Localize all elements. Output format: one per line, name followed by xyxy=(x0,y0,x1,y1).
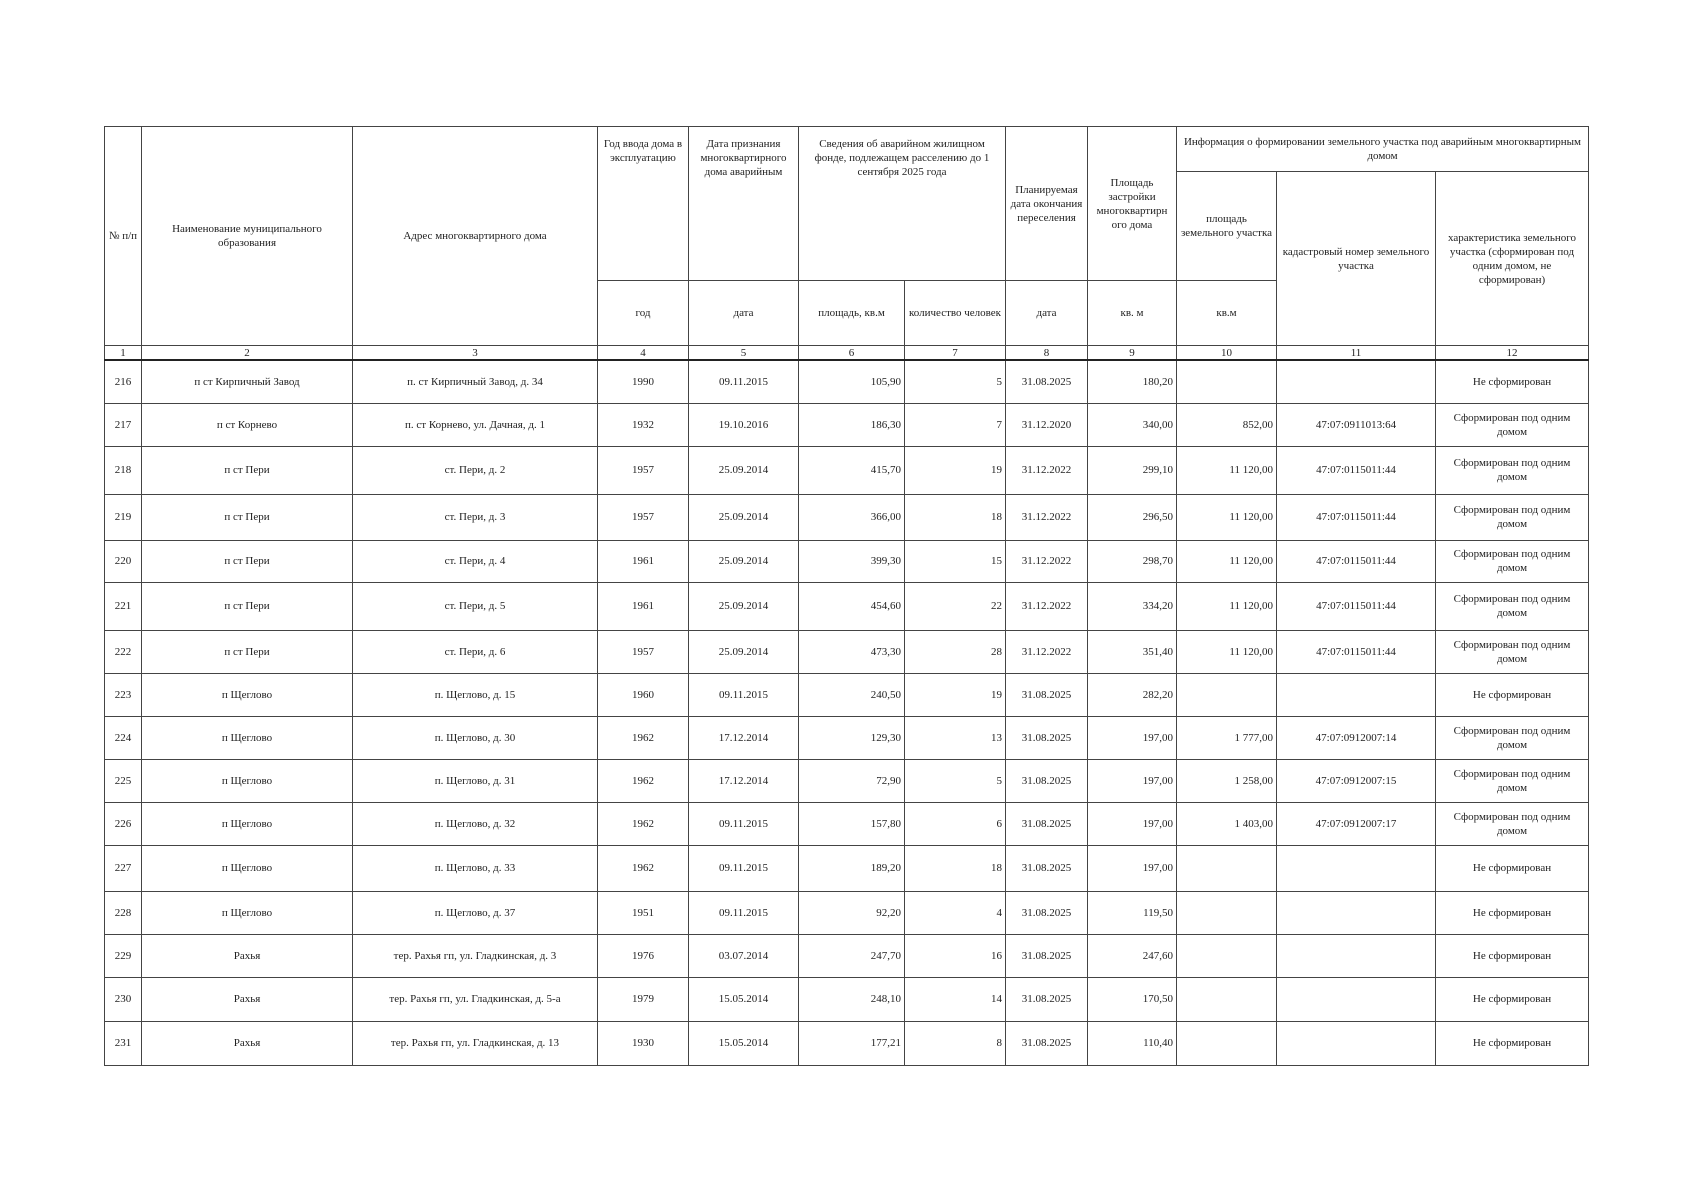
table-row xyxy=(105,582,1589,630)
address-cell: ст. Пери, д. 6 xyxy=(353,630,598,673)
land-status-cell: Сформирован под одним домом xyxy=(1436,446,1589,494)
planned-date-cell: 31.12.2022 xyxy=(1006,582,1088,630)
municipality-cell: Рахья xyxy=(142,934,353,977)
column-number: 4 xyxy=(598,346,689,361)
year-cell: 1990 xyxy=(598,360,689,403)
year-cell: 1960 xyxy=(598,673,689,716)
planned-date-cell: 31.08.2025 xyxy=(1006,360,1088,403)
year-cell: 1930 xyxy=(598,1021,689,1065)
table-row xyxy=(105,673,1589,716)
area-cell: 186,30 xyxy=(799,403,905,446)
municipality-cell: п Щеглово xyxy=(142,716,353,759)
address-cell: п. Щеглово, д. 32 xyxy=(353,802,598,845)
year-cell: 1962 xyxy=(598,845,689,891)
address-cell: ст. Пери, д. 2 xyxy=(353,446,598,494)
land-status-cell: Сформирован под одним домом xyxy=(1436,540,1589,582)
municipality-cell: п ст Кирпичный Завод xyxy=(142,360,353,403)
people-cell: 28 xyxy=(905,630,1006,673)
year-cell: 1961 xyxy=(598,582,689,630)
build-area-cell: 180,20 xyxy=(1088,360,1177,403)
address-cell: тер. Рахья гп, ул. Гладкинская, д. 13 xyxy=(353,1021,598,1065)
cadastral-cell: 47:07:0912007:15 xyxy=(1277,759,1436,802)
year-cell: 1932 xyxy=(598,403,689,446)
row-num: 228 xyxy=(105,891,142,934)
people-cell: 15 xyxy=(905,540,1006,582)
column-number: 7 xyxy=(905,346,1006,361)
land-status-cell: Сформирован под одним домом xyxy=(1436,494,1589,540)
build-area-cell: 110,40 xyxy=(1088,1021,1177,1065)
date-declared-cell: 25.09.2014 xyxy=(689,582,799,630)
land-status-cell: Сформирован под одним домом xyxy=(1436,802,1589,845)
table-row xyxy=(105,759,1589,802)
year-cell: 1979 xyxy=(598,977,689,1021)
emergency-housing-table xyxy=(104,126,1589,1066)
header-unit-year: год xyxy=(598,281,689,346)
year-cell: 1976 xyxy=(598,934,689,977)
cadastral-cell: 47:07:0115011:44 xyxy=(1277,582,1436,630)
area-cell: 72,90 xyxy=(799,759,905,802)
cadastral-cell: 47:07:0911013:64 xyxy=(1277,403,1436,446)
column-numbers-row xyxy=(105,346,1589,361)
build-area-cell: 298,70 xyxy=(1088,540,1177,582)
table-row xyxy=(105,540,1589,582)
build-area-cell: 197,00 xyxy=(1088,845,1177,891)
land-area-cell: 1 403,00 xyxy=(1177,802,1277,845)
land-status-cell: Сформирован под одним домом xyxy=(1436,403,1589,446)
year-cell: 1951 xyxy=(598,891,689,934)
planned-date-cell: 31.08.2025 xyxy=(1006,759,1088,802)
municipality-cell: п ст Пери xyxy=(142,540,353,582)
people-cell: 22 xyxy=(905,582,1006,630)
build-area-cell: 334,20 xyxy=(1088,582,1177,630)
cadastral-cell: 47:07:0912007:14 xyxy=(1277,716,1436,759)
row-num: 218 xyxy=(105,446,142,494)
row-num: 231 xyxy=(105,1021,142,1065)
address-cell: п. Щеглово, д. 31 xyxy=(353,759,598,802)
row-num: 217 xyxy=(105,403,142,446)
table-body xyxy=(105,360,1589,1065)
cadastral-cell xyxy=(1277,891,1436,934)
planned-date-cell: 31.08.2025 xyxy=(1006,1021,1088,1065)
row-num: 221 xyxy=(105,582,142,630)
planned-date-cell: 31.12.2022 xyxy=(1006,540,1088,582)
table-row xyxy=(105,446,1589,494)
cadastral-cell xyxy=(1277,360,1436,403)
table-row xyxy=(105,494,1589,540)
area-cell: 105,90 xyxy=(799,360,905,403)
date-declared-cell: 25.09.2014 xyxy=(689,494,799,540)
people-cell: 5 xyxy=(905,360,1006,403)
address-cell: ст. Пери, д. 4 xyxy=(353,540,598,582)
header-cadastral: кадастровый номер земельного участка xyxy=(1277,172,1436,346)
date-declared-cell: 09.11.2015 xyxy=(689,891,799,934)
municipality-cell: п Щеглово xyxy=(142,759,353,802)
land-area-cell: 11 120,00 xyxy=(1177,540,1277,582)
column-number: 2 xyxy=(142,346,353,361)
people-cell: 7 xyxy=(905,403,1006,446)
land-area-cell xyxy=(1177,934,1277,977)
municipality-cell: п ст Пери xyxy=(142,630,353,673)
header-land-area: площадь земельного участка xyxy=(1177,172,1277,281)
land-area-cell xyxy=(1177,891,1277,934)
land-area-cell: 1 258,00 xyxy=(1177,759,1277,802)
municipality-cell: п ст Пери xyxy=(142,494,353,540)
row-num: 223 xyxy=(105,673,142,716)
planned-date-cell: 31.12.2020 xyxy=(1006,403,1088,446)
planned-date-cell: 31.08.2025 xyxy=(1006,977,1088,1021)
date-declared-cell: 25.09.2014 xyxy=(689,630,799,673)
area-cell: 366,00 xyxy=(799,494,905,540)
table-row xyxy=(105,403,1589,446)
people-cell: 16 xyxy=(905,934,1006,977)
municipality-cell: п ст Пери xyxy=(142,582,353,630)
date-declared-cell: 09.11.2015 xyxy=(689,360,799,403)
land-status-cell: Сформирован под одним домом xyxy=(1436,582,1589,630)
area-cell: 248,10 xyxy=(799,977,905,1021)
people-cell: 5 xyxy=(905,759,1006,802)
build-area-cell: 296,50 xyxy=(1088,494,1177,540)
header-planned-date: Планируемая дата окончания переселения xyxy=(1006,127,1088,281)
year-cell: 1957 xyxy=(598,630,689,673)
cadastral-cell: 47:07:0912007:17 xyxy=(1277,802,1436,845)
land-area-cell xyxy=(1177,845,1277,891)
header-unit-sqm: кв. м xyxy=(1088,281,1177,346)
date-declared-cell: 09.11.2015 xyxy=(689,802,799,845)
planned-date-cell: 31.08.2025 xyxy=(1006,845,1088,891)
row-num: 226 xyxy=(105,802,142,845)
table-row xyxy=(105,977,1589,1021)
address-cell: ст. Пери, д. 3 xyxy=(353,494,598,540)
year-cell: 1961 xyxy=(598,540,689,582)
land-status-cell: Сформирован под одним домом xyxy=(1436,759,1589,802)
municipality-cell: п ст Пери xyxy=(142,446,353,494)
row-num: 227 xyxy=(105,845,142,891)
area-cell: 454,60 xyxy=(799,582,905,630)
header-unit-area: площадь, кв.м xyxy=(799,281,905,346)
header-land-info: Информация о формировании земельного участка под аварийным многоквартирным домом xyxy=(1177,127,1589,172)
area-cell: 157,80 xyxy=(799,802,905,845)
row-num: 230 xyxy=(105,977,142,1021)
header-unit-people: количество человек xyxy=(905,281,1006,346)
people-cell: 4 xyxy=(905,891,1006,934)
land-status-cell: Не сформирован xyxy=(1436,845,1589,891)
municipality-cell: п ст Корнево xyxy=(142,403,353,446)
build-area-cell: 119,50 xyxy=(1088,891,1177,934)
column-number: 5 xyxy=(689,346,799,361)
planned-date-cell: 31.12.2022 xyxy=(1006,446,1088,494)
address-cell: п. Щеглово, д. 15 xyxy=(353,673,598,716)
table-row xyxy=(105,802,1589,845)
planned-date-cell: 31.08.2025 xyxy=(1006,891,1088,934)
row-num: 225 xyxy=(105,759,142,802)
row-num: 222 xyxy=(105,630,142,673)
land-status-cell: Не сформирован xyxy=(1436,1021,1589,1065)
build-area-cell: 340,00 xyxy=(1088,403,1177,446)
cadastral-cell xyxy=(1277,845,1436,891)
column-number: 8 xyxy=(1006,346,1088,361)
address-cell: ст. Пери, д. 5 xyxy=(353,582,598,630)
cadastral-cell: 47:07:0115011:44 xyxy=(1277,494,1436,540)
cadastral-cell xyxy=(1277,673,1436,716)
date-declared-cell: 25.09.2014 xyxy=(689,540,799,582)
date-declared-cell: 25.09.2014 xyxy=(689,446,799,494)
table-row xyxy=(105,934,1589,977)
table-header xyxy=(105,127,1589,361)
header-unit-date2: дата xyxy=(1006,281,1088,346)
date-declared-cell: 15.05.2014 xyxy=(689,977,799,1021)
header-year-built: Год ввода дома в эксплуатацию xyxy=(598,127,689,281)
header-build-area: Площадь застройки многоквартирн ого дома xyxy=(1088,127,1177,281)
year-cell: 1962 xyxy=(598,802,689,845)
address-cell: п. Щеглово, д. 37 xyxy=(353,891,598,934)
area-cell: 473,30 xyxy=(799,630,905,673)
build-area-cell: 299,10 xyxy=(1088,446,1177,494)
people-cell: 18 xyxy=(905,494,1006,540)
column-number: 9 xyxy=(1088,346,1177,361)
address-cell: п. Щеглово, д. 33 xyxy=(353,845,598,891)
address-cell: п. ст Корнево, ул. Дачная, д. 1 xyxy=(353,403,598,446)
address-cell: тер. Рахья гп, ул. Гладкинская, д. 3 xyxy=(353,934,598,977)
table-row xyxy=(105,360,1589,403)
build-area-cell: 282,20 xyxy=(1088,673,1177,716)
land-status-cell: Сформирован под одним домом xyxy=(1436,630,1589,673)
build-area-cell: 197,00 xyxy=(1088,802,1177,845)
address-cell: п. ст Кирпичный Завод, д. 34 xyxy=(353,360,598,403)
area-cell: 129,30 xyxy=(799,716,905,759)
year-cell: 1957 xyxy=(598,446,689,494)
municipality-cell: п Щеглово xyxy=(142,673,353,716)
land-area-cell: 1 777,00 xyxy=(1177,716,1277,759)
planned-date-cell: 31.08.2025 xyxy=(1006,673,1088,716)
planned-date-cell: 31.12.2022 xyxy=(1006,630,1088,673)
table-row xyxy=(105,1021,1589,1065)
people-cell: 14 xyxy=(905,977,1006,1021)
table-row xyxy=(105,891,1589,934)
land-area-cell xyxy=(1177,673,1277,716)
year-cell: 1962 xyxy=(598,716,689,759)
area-cell: 189,20 xyxy=(799,845,905,891)
area-cell: 415,70 xyxy=(799,446,905,494)
planned-date-cell: 31.12.2022 xyxy=(1006,494,1088,540)
date-declared-cell: 17.12.2014 xyxy=(689,716,799,759)
land-area-cell: 11 120,00 xyxy=(1177,582,1277,630)
land-status-cell: Не сформирован xyxy=(1436,360,1589,403)
planned-date-cell: 31.08.2025 xyxy=(1006,934,1088,977)
people-cell: 6 xyxy=(905,802,1006,845)
people-cell: 19 xyxy=(905,673,1006,716)
land-area-cell: 11 120,00 xyxy=(1177,446,1277,494)
land-status-cell: Не сформирован xyxy=(1436,977,1589,1021)
header-date-declared: Дата признания многоквартирного дома аварийным xyxy=(689,127,799,281)
land-area-cell xyxy=(1177,360,1277,403)
cadastral-cell: 47:07:0115011:44 xyxy=(1277,630,1436,673)
column-number: 10 xyxy=(1177,346,1277,361)
planned-date-cell: 31.08.2025 xyxy=(1006,802,1088,845)
municipality-cell: п Щеглово xyxy=(142,845,353,891)
land-area-cell: 11 120,00 xyxy=(1177,494,1277,540)
row-num: 216 xyxy=(105,360,142,403)
header-num: № п/п xyxy=(105,127,142,346)
date-declared-cell: 15.05.2014 xyxy=(689,1021,799,1065)
people-cell: 19 xyxy=(905,446,1006,494)
date-declared-cell: 03.07.2014 xyxy=(689,934,799,977)
municipality-cell: п Щеглово xyxy=(142,891,353,934)
build-area-cell: 197,00 xyxy=(1088,759,1177,802)
column-number: 3 xyxy=(353,346,598,361)
land-area-cell: 11 120,00 xyxy=(1177,630,1277,673)
column-number: 6 xyxy=(799,346,905,361)
land-area-cell: 852,00 xyxy=(1177,403,1277,446)
header-unit-date: дата xyxy=(689,281,799,346)
row-num: 229 xyxy=(105,934,142,977)
land-area-cell xyxy=(1177,977,1277,1021)
table-row xyxy=(105,630,1589,673)
header-municipality: Наименование муниципального образования xyxy=(142,127,353,346)
people-cell: 8 xyxy=(905,1021,1006,1065)
column-number: 12 xyxy=(1436,346,1589,361)
date-declared-cell: 19.10.2016 xyxy=(689,403,799,446)
municipality-cell: Рахья xyxy=(142,977,353,1021)
land-status-cell: Сформирован под одним домом xyxy=(1436,716,1589,759)
area-cell: 247,70 xyxy=(799,934,905,977)
people-cell: 18 xyxy=(905,845,1006,891)
area-cell: 92,20 xyxy=(799,891,905,934)
cadastral-cell: 47:07:0115011:44 xyxy=(1277,446,1436,494)
header-address: Адрес многоквартирного дома xyxy=(353,127,598,346)
build-area-cell: 197,00 xyxy=(1088,716,1177,759)
year-cell: 1962 xyxy=(598,759,689,802)
people-cell: 13 xyxy=(905,716,1006,759)
build-area-cell: 351,40 xyxy=(1088,630,1177,673)
column-number: 1 xyxy=(105,346,142,361)
build-area-cell: 170,50 xyxy=(1088,977,1177,1021)
area-cell: 177,21 xyxy=(799,1021,905,1065)
row-num: 220 xyxy=(105,540,142,582)
cadastral-cell xyxy=(1277,1021,1436,1065)
header-land-char: характеристика земельного участка (сформирован под одним домом, не сформирован) xyxy=(1436,172,1589,346)
date-declared-cell: 09.11.2015 xyxy=(689,673,799,716)
address-cell: тер. Рахья гп, ул. Гладкинская, д. 5-а xyxy=(353,977,598,1021)
table-row xyxy=(105,845,1589,891)
date-declared-cell: 17.12.2014 xyxy=(689,759,799,802)
land-status-cell: Не сформирован xyxy=(1436,673,1589,716)
cadastral-cell xyxy=(1277,934,1436,977)
build-area-cell: 247,60 xyxy=(1088,934,1177,977)
land-status-cell: Не сформирован xyxy=(1436,891,1589,934)
cadastral-cell xyxy=(1277,977,1436,1021)
municipality-cell: п Щеглово xyxy=(142,802,353,845)
year-cell: 1957 xyxy=(598,494,689,540)
header-emergency-info: Сведения об аварийном жилищном фонде, подлежащем расселению до 1 сентября 2025 года xyxy=(799,127,1006,281)
area-cell: 240,50 xyxy=(799,673,905,716)
planned-date-cell: 31.08.2025 xyxy=(1006,716,1088,759)
header-unit-land: кв.м xyxy=(1177,281,1277,346)
row-num: 224 xyxy=(105,716,142,759)
cadastral-cell: 47:07:0115011:44 xyxy=(1277,540,1436,582)
table-row xyxy=(105,716,1589,759)
municipality-cell: Рахья xyxy=(142,1021,353,1065)
row-num: 219 xyxy=(105,494,142,540)
date-declared-cell: 09.11.2015 xyxy=(689,845,799,891)
column-number: 11 xyxy=(1277,346,1436,361)
address-cell: п. Щеглово, д. 30 xyxy=(353,716,598,759)
area-cell: 399,30 xyxy=(799,540,905,582)
land-area-cell xyxy=(1177,1021,1277,1065)
land-status-cell: Не сформирован xyxy=(1436,934,1589,977)
